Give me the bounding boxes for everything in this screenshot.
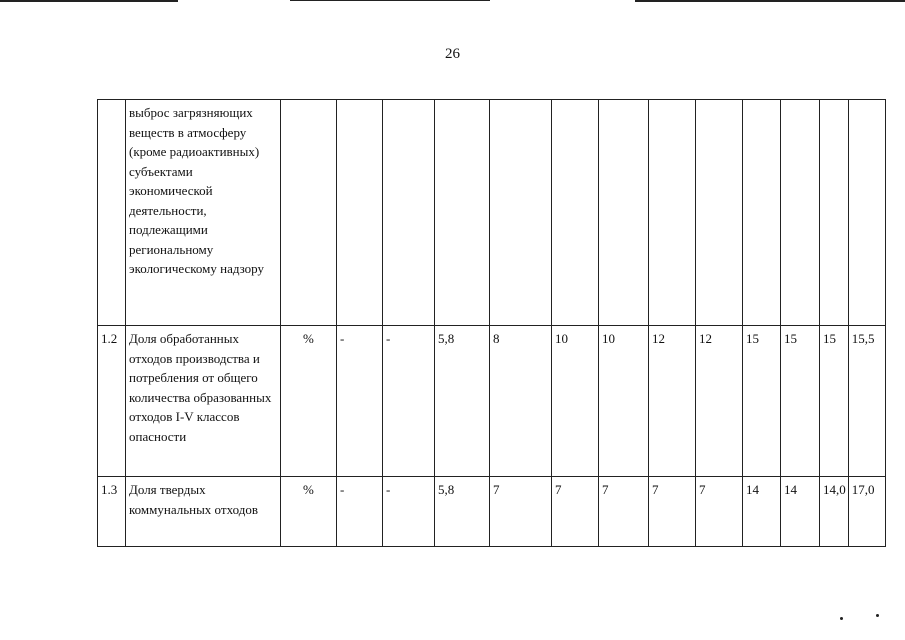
scan-speck [840,617,843,620]
value-cell: 14 [781,477,820,547]
row-number: 1.2 [98,326,126,477]
value-cell: - [383,326,435,477]
table-row [98,326,886,477]
table-row [98,477,886,547]
page-number: 26 [445,46,460,62]
value-cell: 15 [820,326,849,477]
unit-cell: % [281,326,337,477]
value-cell: - [383,477,435,547]
value-cell: - [337,477,383,547]
scan-speck [876,614,879,617]
indicator-name: Доля обработанных отходов производства и потребления от общего количества образованных отходов I-V классов опасности [126,326,281,477]
value-cell [490,100,552,326]
value-cell: 12 [696,326,743,477]
value-cell: 12 [649,326,696,477]
value-cell [743,100,781,326]
value-cell: 10 [552,326,599,477]
value-cell: 15,5 [848,326,885,477]
value-cell: 15 [781,326,820,477]
value-cell: 14,0 [820,477,849,547]
value-cell [696,100,743,326]
value-cell [649,100,696,326]
value-cell [435,100,490,326]
value-cell [383,100,435,326]
value-cell [848,100,885,326]
scan-edge-line [635,0,905,2]
row-number: 1.3 [98,477,126,547]
indicator-table [97,99,886,547]
value-cell [552,100,599,326]
unit-cell: % [281,477,337,547]
unit-cell [281,100,337,326]
value-cell: 7 [552,477,599,547]
value-cell: 14 [743,477,781,547]
value-cell [337,100,383,326]
scan-edge-line [290,0,490,1]
value-cell: - [337,326,383,477]
value-cell: 5,8 [435,326,490,477]
indicator-name: Доля твердых коммунальных отходов [126,477,281,547]
value-cell: 17,0 [848,477,885,547]
value-cell [781,100,820,326]
value-cell: 7 [490,477,552,547]
value-cell: 8 [490,326,552,477]
value-cell: 5,8 [435,477,490,547]
value-cell [599,100,649,326]
value-cell: 10 [599,326,649,477]
indicator-name: выброс загрязняющих веществ в атмосферу (кроме радиоактивных) субъектами экономической деятельности, подлежащими региональному экологическому надзору [126,100,281,326]
table-row [98,100,886,326]
row-number [98,100,126,326]
scan-edge-line [0,0,178,2]
value-cell: 7 [696,477,743,547]
value-cell: 15 [743,326,781,477]
value-cell: 7 [649,477,696,547]
value-cell [820,100,849,326]
value-cell: 7 [599,477,649,547]
